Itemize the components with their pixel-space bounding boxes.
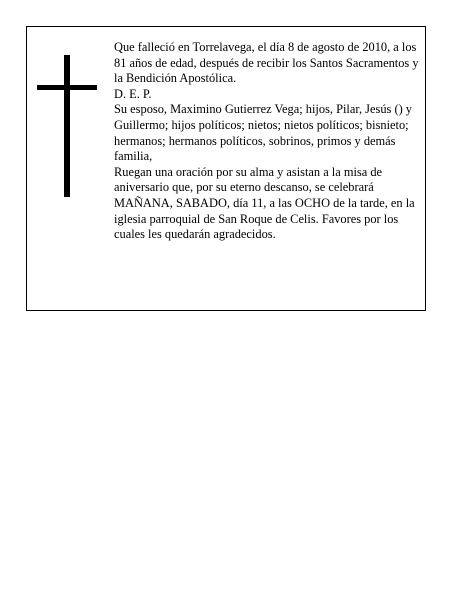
notice-text [114,40,422,243]
cross-horizontal-bar [37,85,97,90]
cross-vertical-bar [64,55,70,197]
death-paragraph: Que falleció en Torrelavega, el día 8 de agosto de 2010, a los 81 años de edad, después de recibir los Santos Sacramentos y la Bendición Apostólica. [114,40,419,86]
rip-line: D. E. P. [114,86,152,101]
request-paragraph: Ruegan una oración por su alma y asistan a la misa de aniversario que, por su eterno descanso, se celebrará MAÑANA, SABADO, día 11, a las OCHO de la tarde, en la iglesia parroquial de San Roque de Celis. Favores por los cuales les quedarán agradecidos. [114,164,415,242]
obituary-notice [26,26,426,311]
family-paragraph: Su esposo, Maximino Gutierrez Vega; hijos, Pilar, Jesús () y Guillermo; hijos políticos; nietos; nietos políticos; bisnieto; hermanos; hermanos políticos, sobrinos, primos y demás familia, [114,102,412,164]
cross-icon [37,55,97,197]
